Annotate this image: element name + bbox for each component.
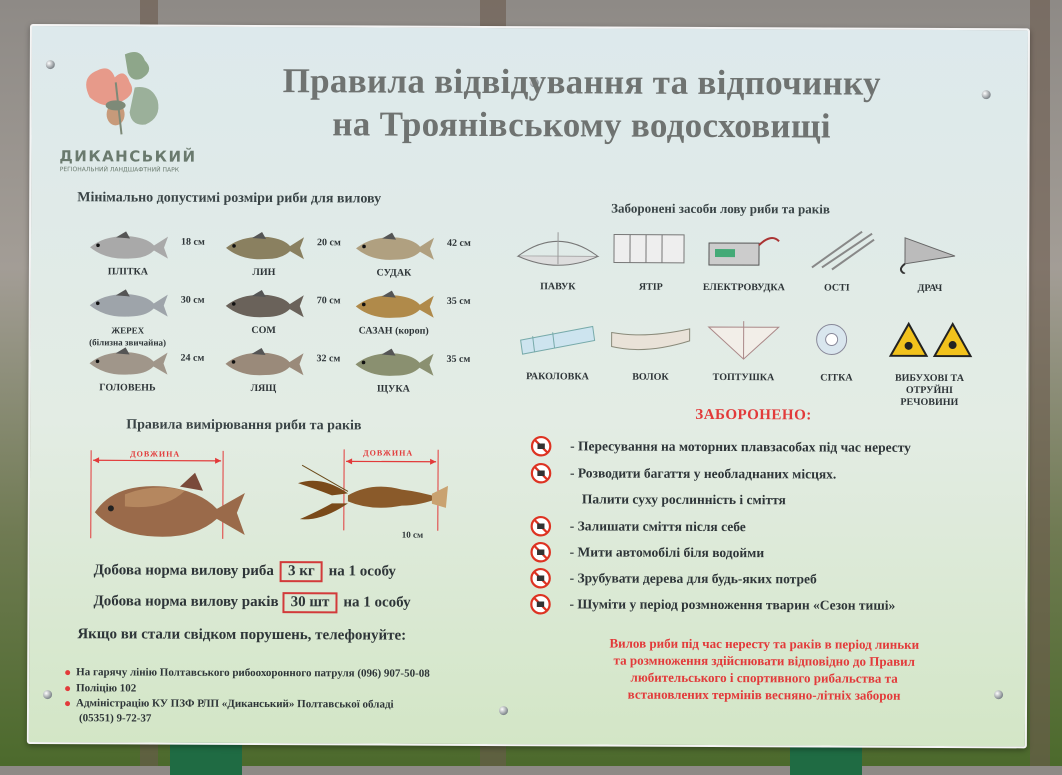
- fish-icon: [221, 347, 305, 381]
- fish-name-label: ЛИН: [219, 267, 309, 279]
- banned-tool-item: [786, 317, 886, 384]
- fish-size-item: [349, 289, 489, 350]
- crayfish-trap-icon: [513, 316, 603, 362]
- fish-min-size: 30 см: [181, 295, 205, 306]
- contact-item: [65, 697, 394, 710]
- prohibition-icon: [530, 515, 552, 537]
- banned-tools-heading: Заборонені засоби лову риби та раків: [611, 201, 830, 218]
- banned-tool-item: [507, 316, 607, 383]
- banned-tool-name: СІТКА: [786, 372, 886, 384]
- fish-size-item: [82, 346, 222, 407]
- contact-text: Адміністрацію КУ ПЗФ РЛП «Диканський» Полтавської обладі: [76, 697, 394, 710]
- forbidden-rule: - Розводити багаття у необладнаних місцях.: [570, 465, 836, 482]
- fish-min-size: 70 см: [317, 295, 341, 306]
- banned-tool-name: ТОПТУШКА: [693, 372, 793, 384]
- daily-norm-fish-value: 3 кг: [280, 561, 323, 582]
- prohibition-icon: [530, 435, 552, 457]
- banned-tool-name: ВОЛОК: [600, 371, 700, 383]
- forbidden-rule: Палити суху рослинність і сміття: [582, 491, 786, 508]
- screw-icon: [43, 690, 52, 699]
- spawning-warning-line: та розмноження здійснювати відповідно до Правил: [549, 651, 979, 670]
- bullet-icon: [65, 686, 70, 691]
- net-icon: [513, 226, 603, 272]
- contact-item: [65, 666, 430, 680]
- per-person-label: на 1 особу: [329, 563, 396, 579]
- daily-norm-fish-label: Добова норма вилову риба: [94, 562, 274, 579]
- scoop-net-icon: [699, 317, 789, 363]
- fish-icon: [352, 289, 436, 323]
- crayfish-min-size: 10 см: [402, 530, 423, 540]
- title-line-2: на Троянівському водосховищі: [181, 102, 981, 148]
- banned-tool-item: [880, 228, 980, 295]
- carp-measure-illustration: [85, 446, 255, 542]
- screw-icon: [982, 90, 991, 99]
- daily-norm-crayfish-label: Добова норма вилову раків: [93, 593, 278, 610]
- prohibition-icon: [530, 462, 552, 484]
- fish-icon: [352, 231, 436, 265]
- fish-min-size: 18 см: [181, 237, 205, 248]
- hook-icon: [885, 228, 975, 274]
- park-logo-icon: [69, 42, 169, 142]
- fish-min-size: 24 см: [181, 353, 205, 364]
- fish-sizes-heading: Мінімально допустимі розміри риби для вилову: [77, 190, 381, 207]
- prohibition-icon: [530, 541, 552, 563]
- fish-name-label: ПЛІТКА: [83, 266, 173, 278]
- fish-size-item: [83, 230, 223, 291]
- measure-heading: Правила вимірювання риби та раків: [126, 417, 361, 434]
- forbidden-rule: - Шуміти у період розмноження тварин «Сезон тиші»: [569, 596, 895, 613]
- crayfish-length-label: ДОВЖИНА: [363, 448, 413, 457]
- park-logo-subtitle: РЕГІОНАЛЬНИЙ ЛАНДШАФТНИЙ ПАРК: [51, 166, 187, 174]
- daily-norm-crayfish: [93, 591, 410, 613]
- daily-norm-fish: [94, 560, 396, 582]
- fish-name-label: СОМ: [219, 325, 309, 337]
- contact-text: Поліцію 102: [76, 682, 136, 694]
- fish-min-size: 32 см: [317, 353, 341, 364]
- fish-size-item: [219, 289, 359, 350]
- forbidden-rules-list: [32, 26, 1028, 30]
- forbidden-rule: - Пересування на моторних плавзасобах під час нересту: [570, 438, 911, 455]
- spawning-warning-line: Вилов риби під час нересту та раків в період линьки: [549, 634, 979, 653]
- fish-icon: [351, 347, 435, 381]
- fish-icon: [86, 230, 170, 264]
- forbidden-rule: - Зрубувати дерева для будь-яких потреб: [570, 570, 817, 587]
- crayfish-measure-illustration: [292, 445, 452, 546]
- banned-tool-item: [600, 316, 700, 383]
- banned-tool-item: [693, 317, 793, 384]
- banned-tool-item: [787, 227, 887, 294]
- daily-norm-crayfish-value: 30 шт: [283, 592, 338, 613]
- fish-name-label: ЛЯЩ: [218, 383, 308, 395]
- contacts-list: [32, 26, 1028, 30]
- fish-size-item: [219, 231, 359, 292]
- spawning-warning-line: любительського і спортивного рибальства та: [549, 668, 979, 687]
- tree-trunk: [1030, 0, 1050, 766]
- park-logo-name: ДИКАНСЬКИЙ: [59, 147, 179, 166]
- banned-tool-name: РАКОЛОВКА: [507, 371, 607, 383]
- drag-net-icon: [606, 317, 696, 363]
- prohibition-icon: [529, 593, 551, 615]
- contact-item: [79, 712, 151, 724]
- bullet-icon: [65, 670, 70, 675]
- title-line-1: Правила відвідування та відпочинку: [182, 59, 982, 105]
- forbidden-rule: - Залишати сміття після себе: [570, 518, 746, 535]
- fish-size-grid: [32, 26, 1028, 30]
- fish-min-size: 35 см: [447, 354, 471, 365]
- banned-tool-item: [508, 226, 608, 293]
- fish-name-label: ГОЛОВЕНЬ: [82, 382, 172, 394]
- fish-size-item: [348, 347, 488, 408]
- screw-icon: [46, 60, 55, 69]
- sign-board: [27, 24, 1030, 748]
- fish-name-label: САЗАН (короп): [349, 325, 439, 337]
- contact-text: На гарячу лінію Полтавського рибоохоронного патруля (096) 907-50-08: [76, 666, 430, 680]
- fish-icon: [222, 231, 306, 265]
- screw-icon: [994, 690, 1003, 699]
- fish-size-item: [218, 347, 358, 408]
- banned-tool-name: ПАВУК: [508, 281, 608, 293]
- banned-tool-name: ДРАЧ: [880, 283, 980, 295]
- fish-min-size: 42 см: [447, 238, 471, 249]
- spawning-warning-line: встановлених термінів весняно-літніх заборон: [549, 685, 979, 704]
- fish-length-label: ДОВЖИНА: [130, 449, 180, 458]
- page-title: [181, 59, 981, 148]
- banned-tool-name: ЕЛЕКТРОВУДКА: [694, 282, 794, 294]
- fish-min-size: 35 см: [447, 296, 471, 307]
- forbidden-heading: ЗАБОРОНЕНО:: [695, 407, 812, 425]
- fish-name-label: ЖЕРЕХ (білизна звичайна): [83, 324, 173, 348]
- banned-tool-name: ОСТІ: [787, 282, 887, 294]
- fish-name-label: СУДАК: [349, 267, 439, 279]
- per-person-label: на 1 особу: [343, 594, 410, 610]
- hazard-icon: [885, 318, 975, 364]
- fish-name-label: ЩУКА: [348, 383, 438, 395]
- fish-icon: [222, 289, 306, 323]
- banned-tool-item: [879, 318, 979, 409]
- prohibition-icon: [530, 567, 552, 589]
- trap-icon: [606, 227, 696, 273]
- fish-icon: [85, 346, 169, 380]
- screw-icon: [499, 706, 508, 715]
- forbidden-rule: - Мити автомобілі біля водойми: [570, 544, 765, 561]
- banned-tool-name: ВИБУХОВІ ТА ОТРУЙНІ РЕЧОВИНИ: [879, 373, 979, 409]
- gill-net-icon: [792, 317, 882, 363]
- electro-icon: [699, 227, 789, 273]
- banned-tool-item: [601, 226, 701, 293]
- contact-item: [65, 682, 136, 694]
- contact-text: (05351) 9-72-37: [79, 712, 151, 724]
- fish-icon: [86, 288, 170, 322]
- fish-size-item: [349, 231, 489, 292]
- banned-tool-name: ЯТІР: [601, 281, 701, 293]
- contacts-heading: Якщо ви стали свідком порушень, телефонуйте:: [77, 626, 406, 644]
- fish-size-item: [83, 288, 223, 349]
- bullet-icon: [65, 701, 70, 706]
- spear-icon: [792, 227, 882, 273]
- spawning-warning: [549, 634, 979, 704]
- banned-tools-grid: [32, 26, 1028, 30]
- banned-tool-item: [694, 227, 794, 294]
- fish-min-size: 20 см: [317, 237, 341, 248]
